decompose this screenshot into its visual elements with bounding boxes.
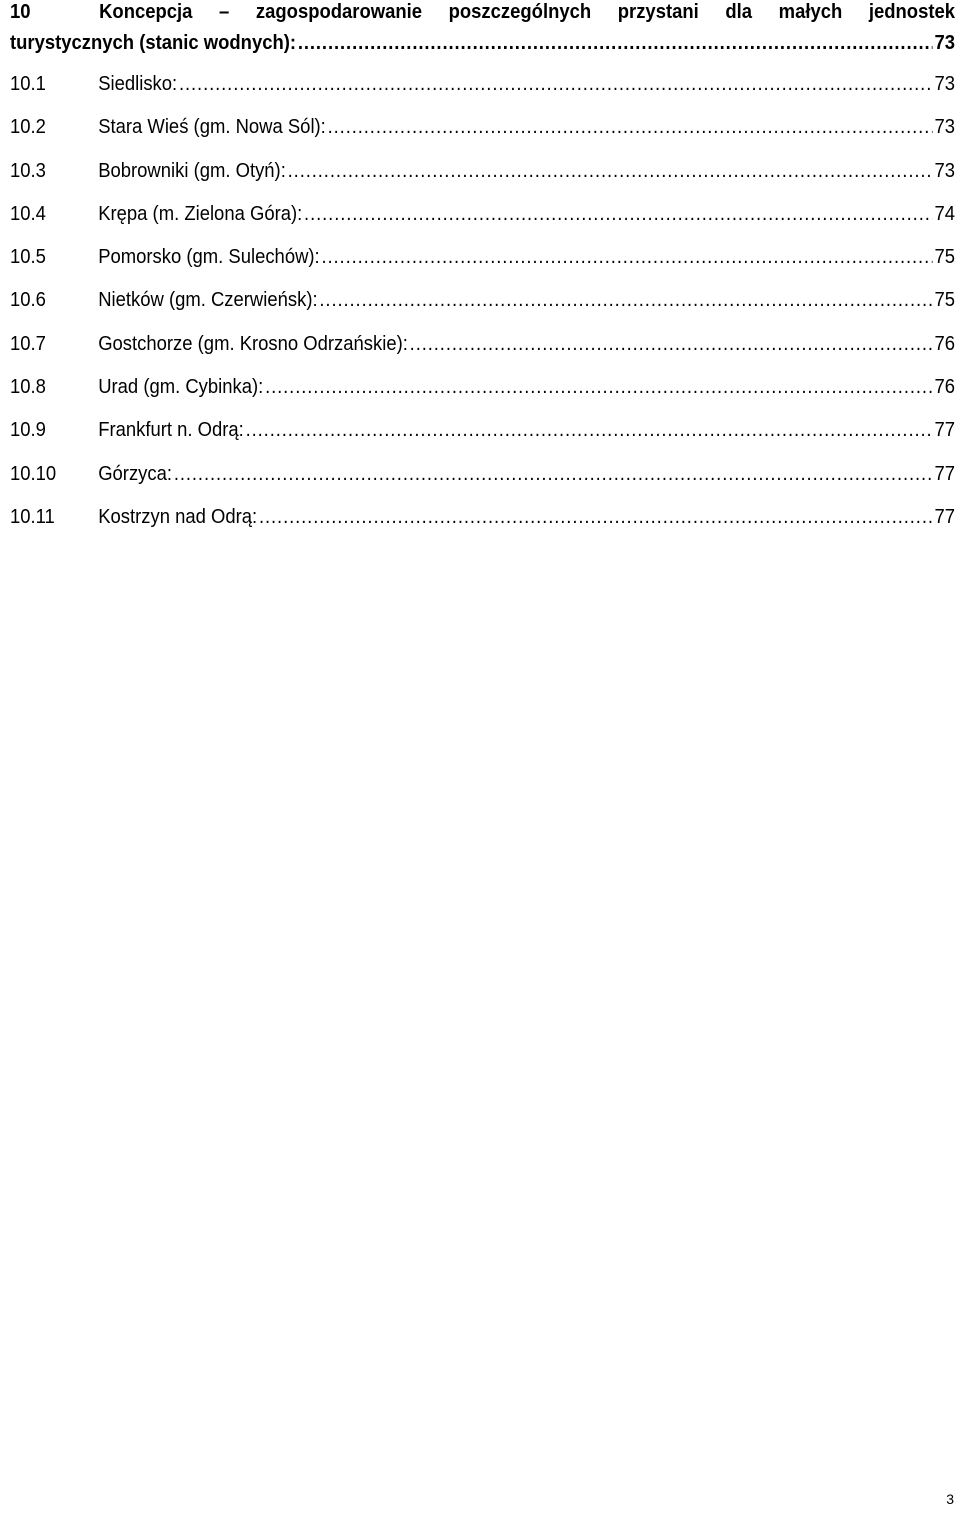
dot-leader bbox=[328, 105, 933, 148]
dot-leader bbox=[321, 235, 932, 278]
dot-leader bbox=[179, 62, 933, 105]
dot-leader bbox=[288, 149, 933, 192]
entry-title: Siedlisko: bbox=[98, 72, 178, 95]
entry-page: 75 bbox=[934, 245, 955, 269]
chapter-page: 73 bbox=[934, 31, 955, 54]
table-of-contents bbox=[10, 0, 955, 538]
dot-leader bbox=[298, 24, 933, 62]
entry-title: Stara Wieś (gm. Nowa Sól): bbox=[98, 115, 326, 139]
toc-entries bbox=[10, 62, 955, 538]
entry-title: Frankfurt n. Odrą: bbox=[98, 418, 244, 442]
toc-entry[interactable] bbox=[10, 149, 955, 192]
toc-entry[interactable] bbox=[10, 365, 955, 408]
entry-page: 77 bbox=[934, 418, 955, 442]
entry-title: Bobrowniki (gm. Otyń): bbox=[98, 158, 286, 182]
entry-page: 76 bbox=[934, 375, 955, 399]
entry-page: 73 bbox=[934, 72, 955, 95]
toc-entry[interactable] bbox=[10, 235, 955, 278]
toc-entry[interactable] bbox=[10, 62, 955, 105]
entry-number: 10.4 bbox=[10, 201, 46, 225]
toc-entry[interactable] bbox=[10, 408, 955, 451]
entry-number: 10.10 bbox=[10, 461, 57, 485]
entry-number: 10.6 bbox=[10, 288, 46, 312]
dot-leader bbox=[259, 495, 933, 538]
entry-page: 77 bbox=[934, 504, 955, 528]
entry-number: 10.9 bbox=[10, 418, 46, 442]
entry-page: 77 bbox=[934, 461, 955, 485]
entry-title: Urad (gm. Cybinka): bbox=[98, 375, 264, 399]
chapter-title-line1: Koncepcja – zagospodarowanie poszczególnych przystani dla małych jednostek bbox=[99, 0, 956, 23]
entry-number: 10.7 bbox=[10, 331, 46, 355]
entry-page: 73 bbox=[934, 158, 955, 182]
toc-entry[interactable] bbox=[10, 322, 955, 365]
dot-leader bbox=[265, 365, 933, 408]
entry-title: Krępa (m. Zielona Góra): bbox=[98, 201, 303, 225]
entry-title: Górzyca: bbox=[98, 461, 173, 485]
entry-number: 10.3 bbox=[10, 158, 46, 182]
entry-title: Gostchorze (gm. Krosno Odrzańskie): bbox=[98, 331, 408, 355]
dot-leader bbox=[174, 452, 933, 495]
toc-entry[interactable] bbox=[10, 105, 955, 148]
toc-entry[interactable] bbox=[10, 192, 955, 235]
toc-entry[interactable] bbox=[10, 452, 955, 495]
entry-number: 10.1 bbox=[10, 72, 46, 95]
dot-leader bbox=[246, 408, 933, 451]
dot-leader bbox=[319, 278, 932, 321]
dot-leader bbox=[410, 322, 933, 365]
entry-number: 10.8 bbox=[10, 375, 46, 399]
chapter-heading-line1 bbox=[10, 0, 955, 24]
entry-page: 76 bbox=[934, 331, 955, 355]
toc-entry[interactable] bbox=[10, 495, 955, 538]
entry-title: Kostrzyn nad Odrą: bbox=[98, 504, 258, 528]
entry-page: 75 bbox=[934, 288, 955, 312]
entry-page: 74 bbox=[934, 201, 955, 225]
toc-entry[interactable] bbox=[10, 278, 955, 321]
toc-chapter[interactable] bbox=[10, 0, 955, 62]
entry-number: 10.5 bbox=[10, 245, 46, 269]
chapter-number: 10 bbox=[10, 0, 31, 23]
dot-leader bbox=[304, 192, 933, 235]
entry-number: 10.11 bbox=[10, 504, 55, 528]
entry-number: 10.2 bbox=[10, 115, 46, 139]
chapter-heading-line2 bbox=[10, 24, 955, 62]
entry-title: Nietków (gm. Czerwieńsk): bbox=[98, 288, 318, 312]
entry-page: 73 bbox=[934, 115, 955, 139]
chapter-title-line2: turystycznych (stanic wodnych): bbox=[10, 31, 297, 54]
footer-page-number: 3 bbox=[946, 1491, 954, 1507]
entry-title: Pomorsko (gm. Sulechów): bbox=[98, 245, 320, 269]
